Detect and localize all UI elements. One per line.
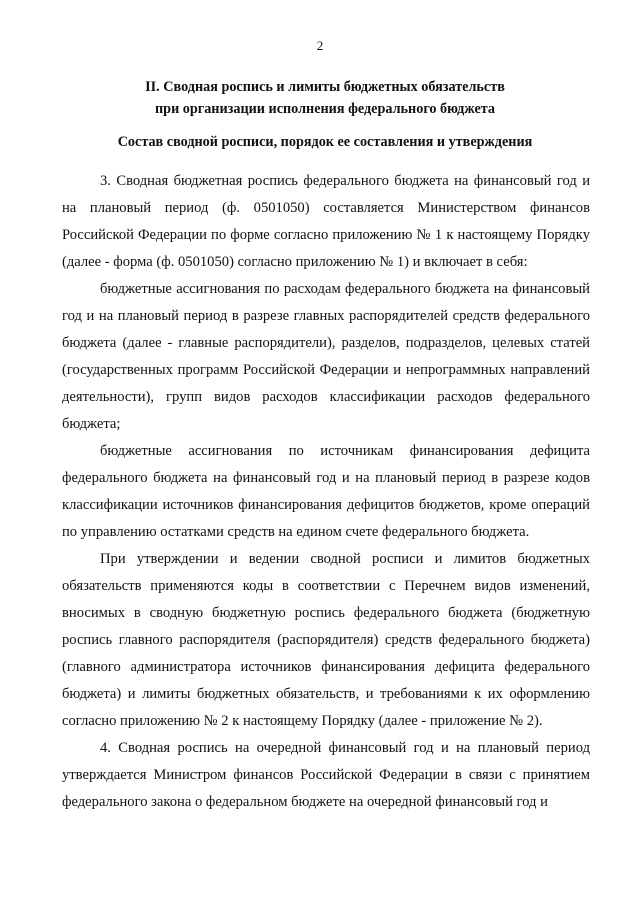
paragraph-expenditure-allocations: бюджетные ассигнования по расходам федерального бюджета на финансовый год и на плановый период в разрезе главных распорядителей средств федерального бюджета (далее - главные распорядители), разделов, подразделов, целевых статей (государственных программ Российской Федерации и непрограммных направлений деятельности), групп видов расходов классификации расходов федерального бюджета; <box>62 281 590 432</box>
section-title-line-1: II. Сводная роспись и лимиты бюджетных обязательств <box>145 79 505 95</box>
paragraph-4: 4. Сводная роспись на очередной финансовый год и на плановый период утверждается Министром финансов Российской Федерации в связи с принятием федерального закона о федеральном бюджете на очередной финансовый год и <box>62 740 590 810</box>
subsection-title: Состав сводной росписи, порядок ее составления и утверждения <box>117 134 533 150</box>
section-title-line-2: при организации исполнения федерального бюджета <box>155 101 495 117</box>
paragraph-deficit-financing-allocations: бюджетные ассигнования по источникам финансирования дефицита федерального бюджета на финансовый год и на плановый период в разрезе кодов классификации источников финансирования дефицитов бюджетов, кроме операций по управлению остатками средств на едином счете федерального бюджета. <box>62 443 590 540</box>
paragraph-3: 3. Сводная бюджетная роспись федерального бюджета на финансовый год и на плановый период (ф. 0501050) составляется Министерством финансов Российской Федерации по форме согласно приложению № 1 к настоящему Порядку (далее - форма (ф. 0501050) согласно приложению № 1) и включает в себя: <box>62 173 590 270</box>
section-title <box>60 76 590 120</box>
paragraph-change-codes: При утверждении и ведении сводной росписи и лимитов бюджетных обязательств применяются коды в соответствии с Перечнем видов изменений, вносимых в сводную бюджетную роспись федерального бюджета (бюджетную роспись главного распорядителя (распорядителя) средств федерального бюджета) (главного администратора источников финансирования дефицита федерального бюджета) и лимиты бюджетных обязательств, и требованиями к их оформлению согласно приложению № 2 к настоящему Порядку (далее - приложение № 2). <box>62 551 590 729</box>
page-number: 2 <box>316 38 324 53</box>
document-body <box>62 168 590 816</box>
